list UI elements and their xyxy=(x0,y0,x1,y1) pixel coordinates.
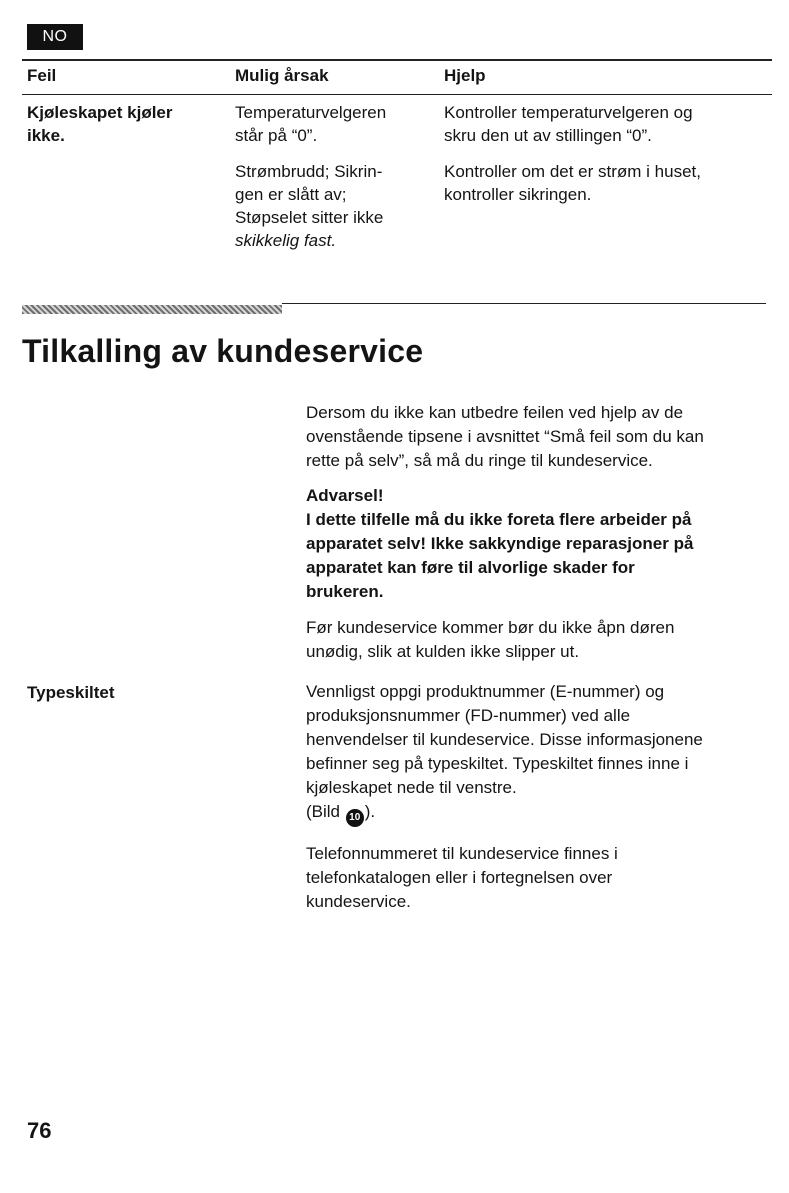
rating-plate-heading: Typeskiltet xyxy=(27,683,115,702)
section-title: Tilkalling av kundeservice xyxy=(22,333,424,369)
door-note xyxy=(306,616,776,664)
warning-heading: Advarsel! xyxy=(306,486,384,505)
fault-cell xyxy=(27,101,173,147)
section-rule xyxy=(282,303,766,304)
figure-ref-suffix: ). xyxy=(364,802,376,821)
language-badge: NO xyxy=(27,24,83,50)
remedy-cell-2 xyxy=(444,160,701,206)
remedy-text: Kontroller om det er strøm i huset, xyxy=(444,162,701,181)
warning-line: apparatet selv! Ikke sakkyndige reparasjoner på xyxy=(306,534,694,553)
warning-block xyxy=(306,484,776,604)
remedy-text: Kontroller temperaturvelgeren og xyxy=(444,103,693,122)
warning-line: I dette tilfelle må du ikke foreta flere arbeider på xyxy=(306,510,692,529)
paragraph-line: Før kundeservice kommer bør du ikke åpn døren xyxy=(306,618,675,637)
warning-line: brukeren. xyxy=(306,582,384,601)
phone-note xyxy=(306,842,776,914)
table-header-rule xyxy=(22,94,772,95)
column-header-fault: Feil xyxy=(27,66,57,85)
remedy-text: skru den ut av stillingen “0”. xyxy=(444,126,652,145)
fault-text: Kjøleskapet kjøler xyxy=(27,103,173,122)
figure-reference xyxy=(306,800,776,827)
paragraph-line: ovenstående tipsene i avsnittet “Små feil som du kan xyxy=(306,427,704,446)
remedy-text: kontroller sikringen. xyxy=(444,185,592,204)
paragraph-line: befinner seg på typeskiltet. Typeskiltet finnes inne i xyxy=(306,754,689,773)
cause-cell-2 xyxy=(235,160,383,252)
cause-text: gen er slått av; xyxy=(235,185,347,204)
remedy-cell-1 xyxy=(444,101,693,147)
section-hatch-bar xyxy=(22,305,282,314)
paragraph-line: Telefonnummeret til kundeservice finnes i xyxy=(306,844,618,863)
cause-text: Strømbrudd; Sikrin- xyxy=(235,162,383,181)
paragraph-line: rette på selv”, så må du ringe til kundeservice. xyxy=(306,451,653,470)
cause-text: Temperaturvelgeren xyxy=(235,103,387,122)
cause-text: Støpselet sitter ikke xyxy=(235,208,384,227)
paragraph-line: Vennligst oppgi produktnummer (E-nummer) og xyxy=(306,682,665,701)
paragraph-line: henvendelser til kundeservice. Disse informasjonene xyxy=(306,730,703,749)
paragraph-line: unødig, slik at kulden ikke slipper ut. xyxy=(306,642,580,661)
intro-paragraph xyxy=(306,401,776,473)
paragraph-line: produksjonsnummer (FD-nummer) ved alle xyxy=(306,706,631,725)
rating-plate-paragraph xyxy=(306,680,776,827)
paragraph-line: kundeservice. xyxy=(306,892,411,911)
cause-text: står på “0”. xyxy=(235,126,318,145)
paragraph-line: kjøleskapet nede til venstre. xyxy=(306,778,517,797)
cause-cell-1 xyxy=(235,101,386,147)
column-header-remedy: Hjelp xyxy=(444,66,486,85)
warning-line: apparatet kan føre til alvorlige skader for xyxy=(306,558,635,577)
figure-ref-prefix: (Bild xyxy=(306,802,345,821)
table-top-rule xyxy=(22,59,772,61)
fault-text: ikke. xyxy=(27,126,65,145)
column-header-cause: Mulig årsak xyxy=(235,66,329,85)
paragraph-line: telefonkatalogen eller i fortegnelsen over xyxy=(306,868,613,887)
paragraph-line: Dersom du ikke kan utbedre feilen ved hjelp av de xyxy=(306,403,684,422)
figure-number-icon: 10 xyxy=(346,809,364,827)
page-number: 76 xyxy=(27,1118,52,1143)
cause-text: skikkelig fast. xyxy=(235,231,337,250)
